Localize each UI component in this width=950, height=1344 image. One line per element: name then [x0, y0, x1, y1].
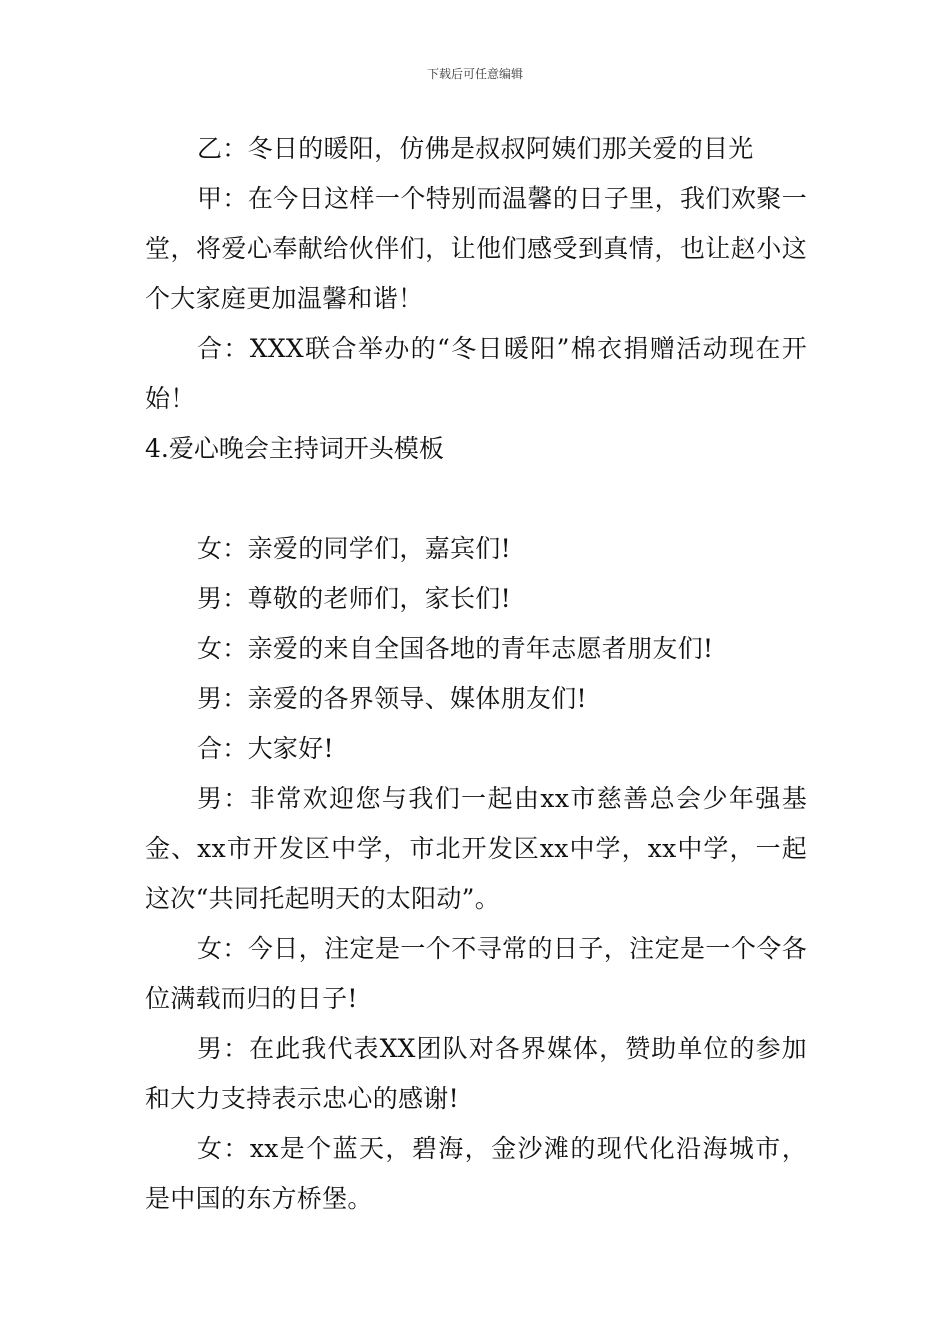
paragraph: 女：xx是个蓝天，碧海，金沙滩的现代化沿海城市，是中国的东方桥堡。	[145, 1134, 807, 1213]
document-body	[145, 124, 807, 1224]
paragraph: 合：大家好!	[197, 734, 334, 763]
paragraph: 男：非常欢迎您与我们一起由xx市慈善总会少年强基金、xx市开发区中学，市北开发区xx中学，xx中学，一起这次“共同托起明天的太阳动”。	[145, 784, 807, 913]
paragraph: 女：亲爱的同学们，嘉宾们!	[197, 534, 511, 563]
paragraph: 女：亲爱的来自全国各地的青年志愿者朋友们!	[197, 634, 714, 663]
paragraph: 男：尊敬的老师们，家长们!	[197, 584, 511, 613]
paragraph: 男：亲爱的各界领导、媒体朋友们!	[197, 684, 587, 713]
paragraph: 乙：冬日的暖阳，仿佛是叔叔阿姨们那关爱的目光	[197, 134, 754, 163]
page-header: 下载后可任意编辑	[426, 67, 523, 81]
paragraph: 甲：在今日这样一个特别而温馨的日子里，我们欢聚一堂，将爱心奉献给伙伴们，让他们感受到真情，也让赵小这个大家庭更加温馨和谐！	[145, 184, 807, 313]
paragraph: 男：在此我代表XX团队对各界媒体，赞助单位的参加和大力支持表示忠心的感谢!	[145, 1034, 807, 1113]
section-heading: 4.爱心晚会主持词开头模板	[145, 434, 444, 463]
paragraph: 合：XXX联合举办的“冬日暖阳”棉衣捐赠活动现在开始！	[145, 334, 807, 413]
blank-line	[145, 474, 807, 524]
paragraph: 女：今日，注定是一个不寻常的日子，注定是一个令各位满载而归的日子!	[145, 934, 807, 1013]
